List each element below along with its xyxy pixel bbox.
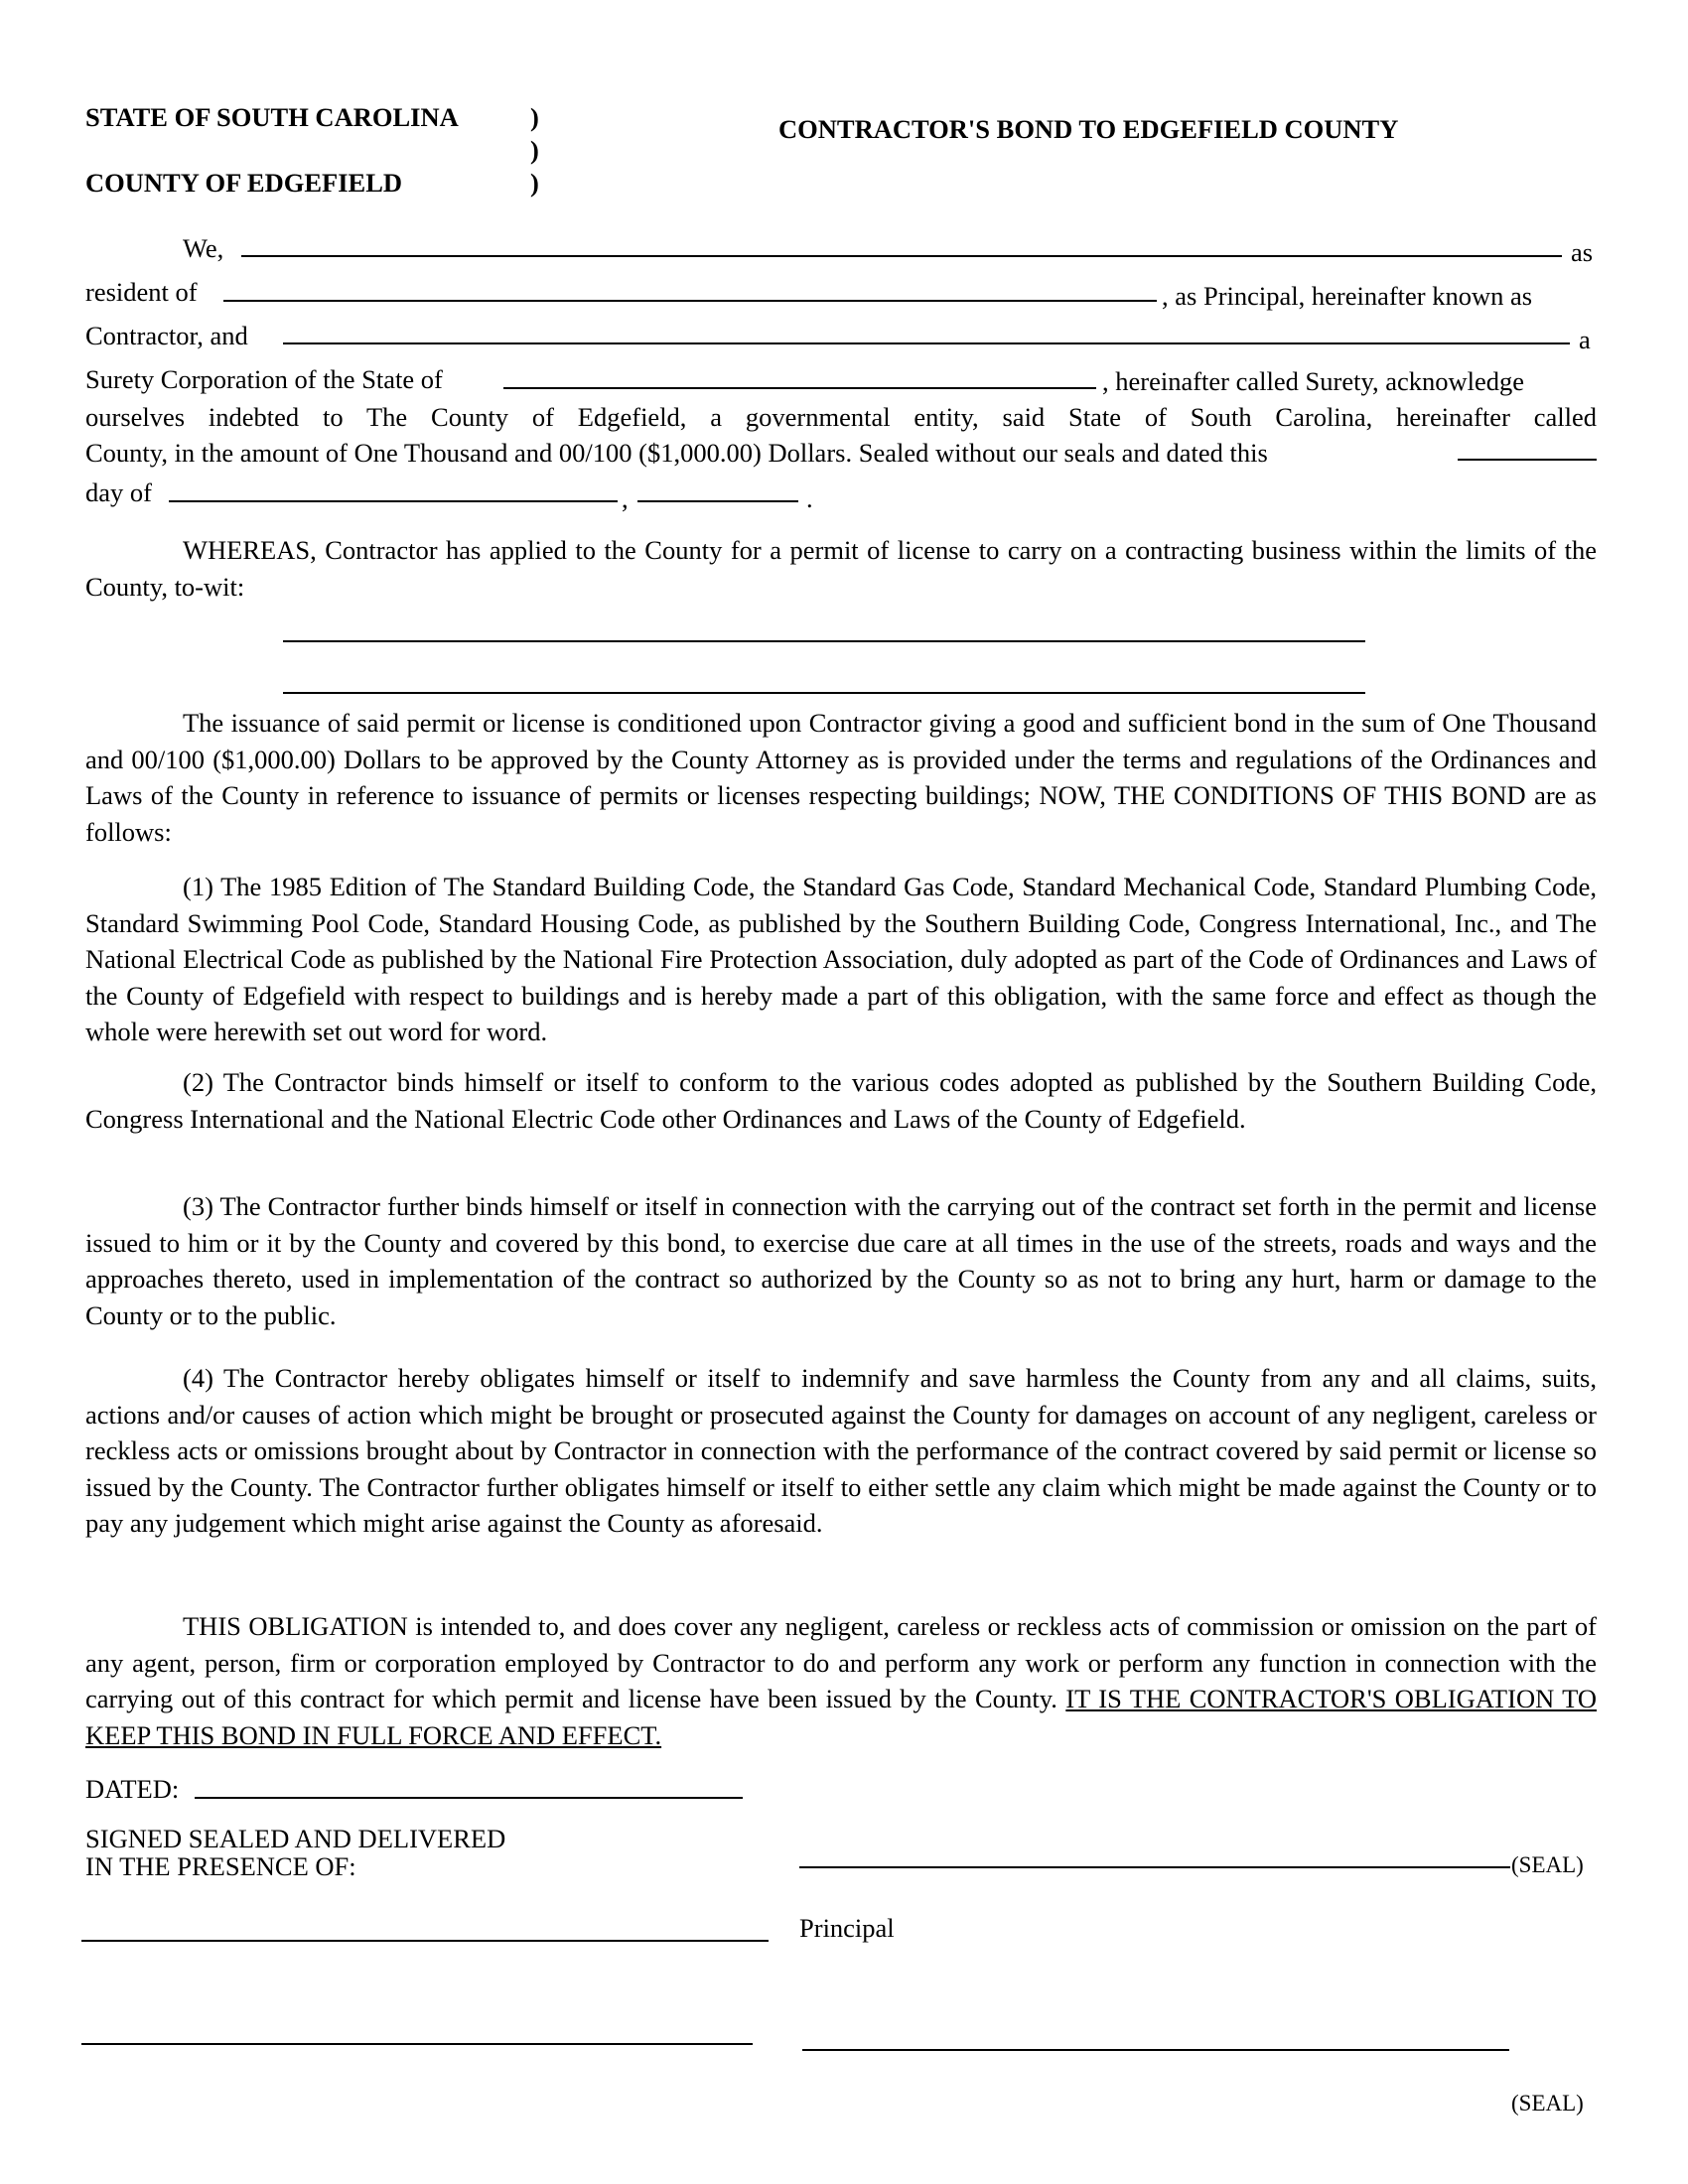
condition-3: (3) The Contractor further binds himself or itself in connection with the carrying out of the contract set forth in the permit and license issued to him or it by the County and covered by this bond, to exercise due care at all times in the use of the streets, roads and ways and the approaches thereto, used in implementation of the contract so authorized by the County so as not to bring any hurt, harm or damage to the County or to the public. <box>85 1191 1597 1330</box>
principal-signature-line[interactable] <box>799 1866 1510 1868</box>
surety-state-label: Surety Corporation of the State of <box>85 364 443 394</box>
comma-label: , <box>622 483 629 513</box>
seal-label-2: (SEAL) <box>1511 2091 1584 2116</box>
paren-3: ) <box>530 168 539 198</box>
period-label: . <box>806 483 813 513</box>
obligation-paragraph <box>85 1608 1597 1753</box>
witness-line-1[interactable] <box>81 1940 769 1942</box>
condition-4: (4) The Contractor hereby obligates himself or itself to indemnify and save harmless the County from any and all claims, suits, actions and/or causes of action which might be brought or prosecuted against the County for damages on account of any negligent, careless or reckless acts or omissions brought about by Contractor in connection with the performance of the contract covered by said permit or license so issued by the County. The Contractor further obligates himself or itself to either settle any claim which might be made against the County or to pay any judgement which might arise against the County as aforesaid. <box>85 1363 1597 1538</box>
whereas-paragraph: WHEREAS, Contractor has applied to the County for a permit of license to carry on a contracting business within the limits of the County, to-wit: <box>85 535 1597 602</box>
year-line[interactable] <box>637 500 798 502</box>
county-heading: COUNTY OF EDGEFIELD <box>85 168 403 198</box>
business-line-2[interactable] <box>283 692 1365 694</box>
condition-1: (1) The 1985 Edition of The Standard Building Code, the Standard Gas Code, Standard Mechanical Code, Standard Plumbing Code, Standard Swimming Pool Code, Standard Housing Code, as published by the Southern Building Code, Congress International, Inc., and The National Electrical Code as published by the National Fire Protection Association, duly adopted as part of the Code of Ordinances and Laws of the County of Edgefield with respect to buildings and is hereby made a part of this obligation, with the same force and effect as though the whole were herewith set out word for word. <box>85 872 1597 1046</box>
resident-of-label: resident of <box>85 277 198 307</box>
seal-label-1: (SEAL) <box>1511 1852 1584 1877</box>
dated-day-line[interactable] <box>1458 459 1597 461</box>
signed-label-1: SIGNED SEALED AND DELIVERED <box>85 1824 506 1853</box>
indebted-line: ourselves indebted to The County of Edgefield, a governmental entity, said State of South Carolina, hereinafter called <box>85 402 1597 432</box>
obligation-text: THIS OBLIGATION is intended to, and does cover any negligent, careless or reckless acts of commission or omission on the part of any agent, person, firm or corporation employed by Contractor to do and perform any work or perform any function in connection with the carrying out of this contract for which permit and license have been issued by the County. <box>85 1611 1597 1713</box>
document-title: CONTRACTOR'S BOND TO EDGEFIELD COUNTY <box>778 114 1399 144</box>
paren-2: ) <box>530 135 539 165</box>
day-of-label: day of <box>85 478 152 507</box>
county-amount-text: County, in the amount of One Thousand and 00/100 ($1,000.00) Dollars. Sealed without our seals and dated this <box>85 438 1268 468</box>
a-label: a <box>1579 325 1591 354</box>
dated-line[interactable] <box>195 1797 743 1799</box>
condition-2: (2) The Contractor binds himself or itself to conform to the various codes adopted as published by the Southern Building Code, Congress International and the National Electric Code other Ordinances and Laws of the County of Edgefield. <box>85 1067 1597 1134</box>
issuance-paragraph: The issuance of said permit or license is conditioned upon Contractor giving a good and sufficient bond in the sum of One Thousand and 00/100 ($1,000.00) Dollars to be approved by the County Attorney as is provided under the terms and regulations of the Ordinances and Laws of the County in reference to issuance of permits or licenses respecting buildings; NOW, THE CONDITIONS OF THIS BOND are as follows: <box>85 708 1597 847</box>
obligation-underlined: IT IS THE CONTRACTOR'S OBLIGATION TO KEEP THIS BOND IN FULL FORCE AND EFFECT. <box>85 1684 1598 1750</box>
signed-label-2: IN THE PRESENCE OF: <box>85 1851 356 1881</box>
contractor-and-label: Contractor, and <box>85 321 248 350</box>
month-line[interactable] <box>169 500 618 502</box>
business-line-1[interactable] <box>283 640 1365 642</box>
surety-called-label: , hereinafter called Surety, acknowledge <box>1102 366 1525 396</box>
surety-signature-line[interactable] <box>802 2049 1509 2051</box>
as-principal-label: , as Principal, hereinafter known as <box>1162 281 1533 311</box>
we-label: We, <box>183 233 224 263</box>
as-label: as <box>1571 237 1594 267</box>
residence-line[interactable] <box>223 300 1157 302</box>
contractor-name-line[interactable] <box>241 255 1562 257</box>
state-heading: STATE OF SOUTH CAROLINA <box>85 102 459 132</box>
dated-label: DATED: <box>85 1774 180 1804</box>
surety-name-line[interactable] <box>283 342 1570 344</box>
witness-line-2[interactable] <box>81 2043 753 2045</box>
surety-state-line[interactable] <box>503 387 1096 389</box>
principal-label: Principal <box>799 1913 895 1943</box>
paren-1: ) <box>530 102 539 132</box>
